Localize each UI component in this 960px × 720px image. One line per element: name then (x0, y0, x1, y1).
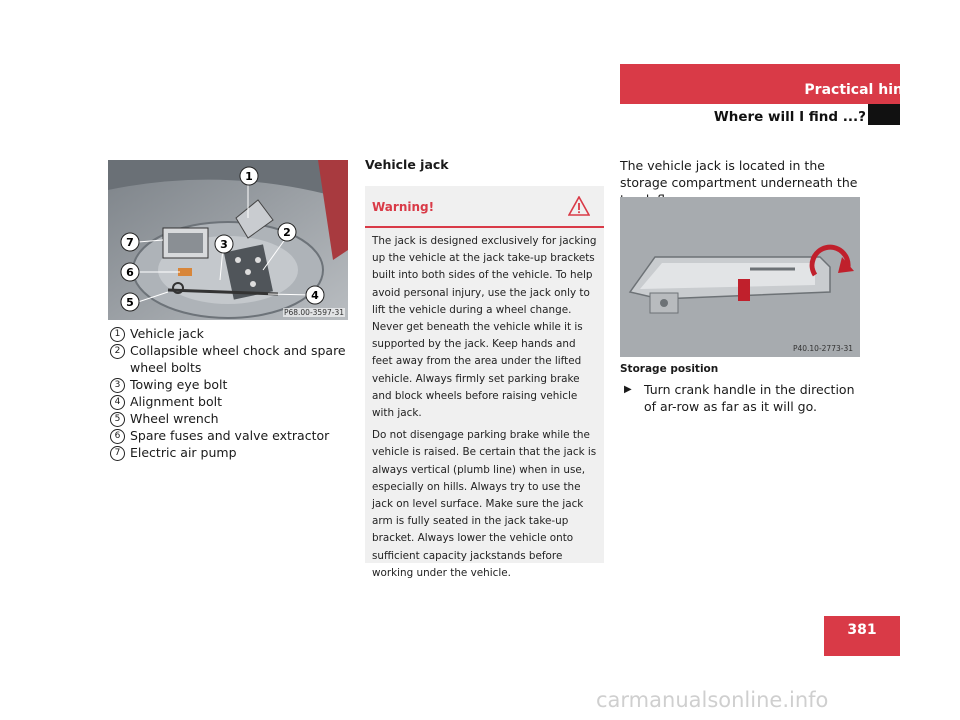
callout-6: 6 (126, 266, 134, 279)
legend-number: 7 (110, 446, 125, 461)
callout-5: 5 (126, 296, 134, 309)
legend-text: Alignment bolt (130, 394, 222, 409)
legend-item (110, 325, 350, 342)
trunk-tools-image (108, 160, 348, 320)
legend-number: 4 (110, 395, 125, 410)
header-subtitle: Where will I find ...? (713, 109, 866, 125)
legend-number: 3 (110, 378, 125, 393)
callout-4: 4 (311, 289, 319, 302)
legend-item (110, 427, 350, 444)
instruction-step (620, 381, 870, 415)
callout-1: 1 (245, 170, 253, 183)
page-number: 381 (847, 622, 877, 638)
header-marker (868, 104, 900, 125)
figure-code: P40.10-2773-31 (792, 344, 853, 353)
header-title: Practical hints (804, 82, 918, 98)
legend-item (110, 444, 350, 461)
callout-2: 2 (283, 226, 291, 239)
legend-text: Collapsible wheel chock and spare wheel bolts (130, 343, 346, 375)
callout-7: 7 (126, 236, 134, 249)
warning-paragraph: Do not disengage parking brake while the vehicle is raised. Be certain that the jack is always vertical (plumb line) when in use, especially on hills. Always try to use the jack on level surface. Make sure the jack arm is fully seated in the jack take-up bracket. Always lower the vehicle onto sufficient capacity jackstands before working under the vehicle. (372, 429, 597, 579)
watermark: carmanualsonline.info (596, 688, 829, 712)
legend-number: 1 (110, 327, 125, 342)
jack-location-text: The vehicle jack is located in the storage compartment underneath the (620, 158, 858, 190)
page-number-box (824, 616, 900, 656)
warning-triangle-icon (568, 196, 590, 220)
warning-title: Warning! (372, 200, 435, 214)
figure-caption: Storage position (620, 363, 719, 375)
legend-item (110, 393, 350, 410)
trunk-tools-illustration (108, 160, 348, 320)
warning-body (372, 233, 598, 587)
legend-text: Vehicle jack (130, 326, 204, 341)
legend-number: 2 (110, 344, 125, 359)
section-title: Vehicle jack (365, 157, 449, 172)
figure-code: P68.00-3597-31 (283, 308, 344, 317)
legend-text: Spare fuses and valve extractor (130, 428, 330, 443)
legend-number: 5 (110, 412, 125, 427)
instruction-text: Turn crank handle in the direction of ar-row as far as it will go. (644, 382, 855, 414)
jack-storage-illustration (620, 197, 860, 357)
legend-number: 6 (110, 429, 125, 444)
warning-box (365, 186, 604, 579)
legend-text: Electric air pump (130, 445, 237, 460)
legend-item (110, 410, 350, 427)
parts-legend (110, 325, 350, 461)
triangle-bullet-icon: ▶ (624, 384, 632, 395)
legend-item (110, 342, 350, 376)
warning-paragraph: The jack is designed exclusively for jacking up the vehicle at the jack take-up brackets built into both sides of the vehicle. To help avoid personal injury, use the jack only to lift the vehicle during a wheel change. Never get beneath the vehicle while it is supported by the jack. Keep hands and feet away from the area under the lifted vehicle. Always firmly set parking brake and block wheels before raising vehicle with jack. (372, 235, 597, 420)
jack-storage-image (620, 197, 860, 357)
legend-text: Towing eye bolt (130, 377, 228, 392)
callout-3: 3 (220, 238, 228, 251)
legend-text: Wheel wrench (130, 411, 219, 426)
legend-item (110, 376, 350, 393)
warning-header (365, 186, 604, 228)
